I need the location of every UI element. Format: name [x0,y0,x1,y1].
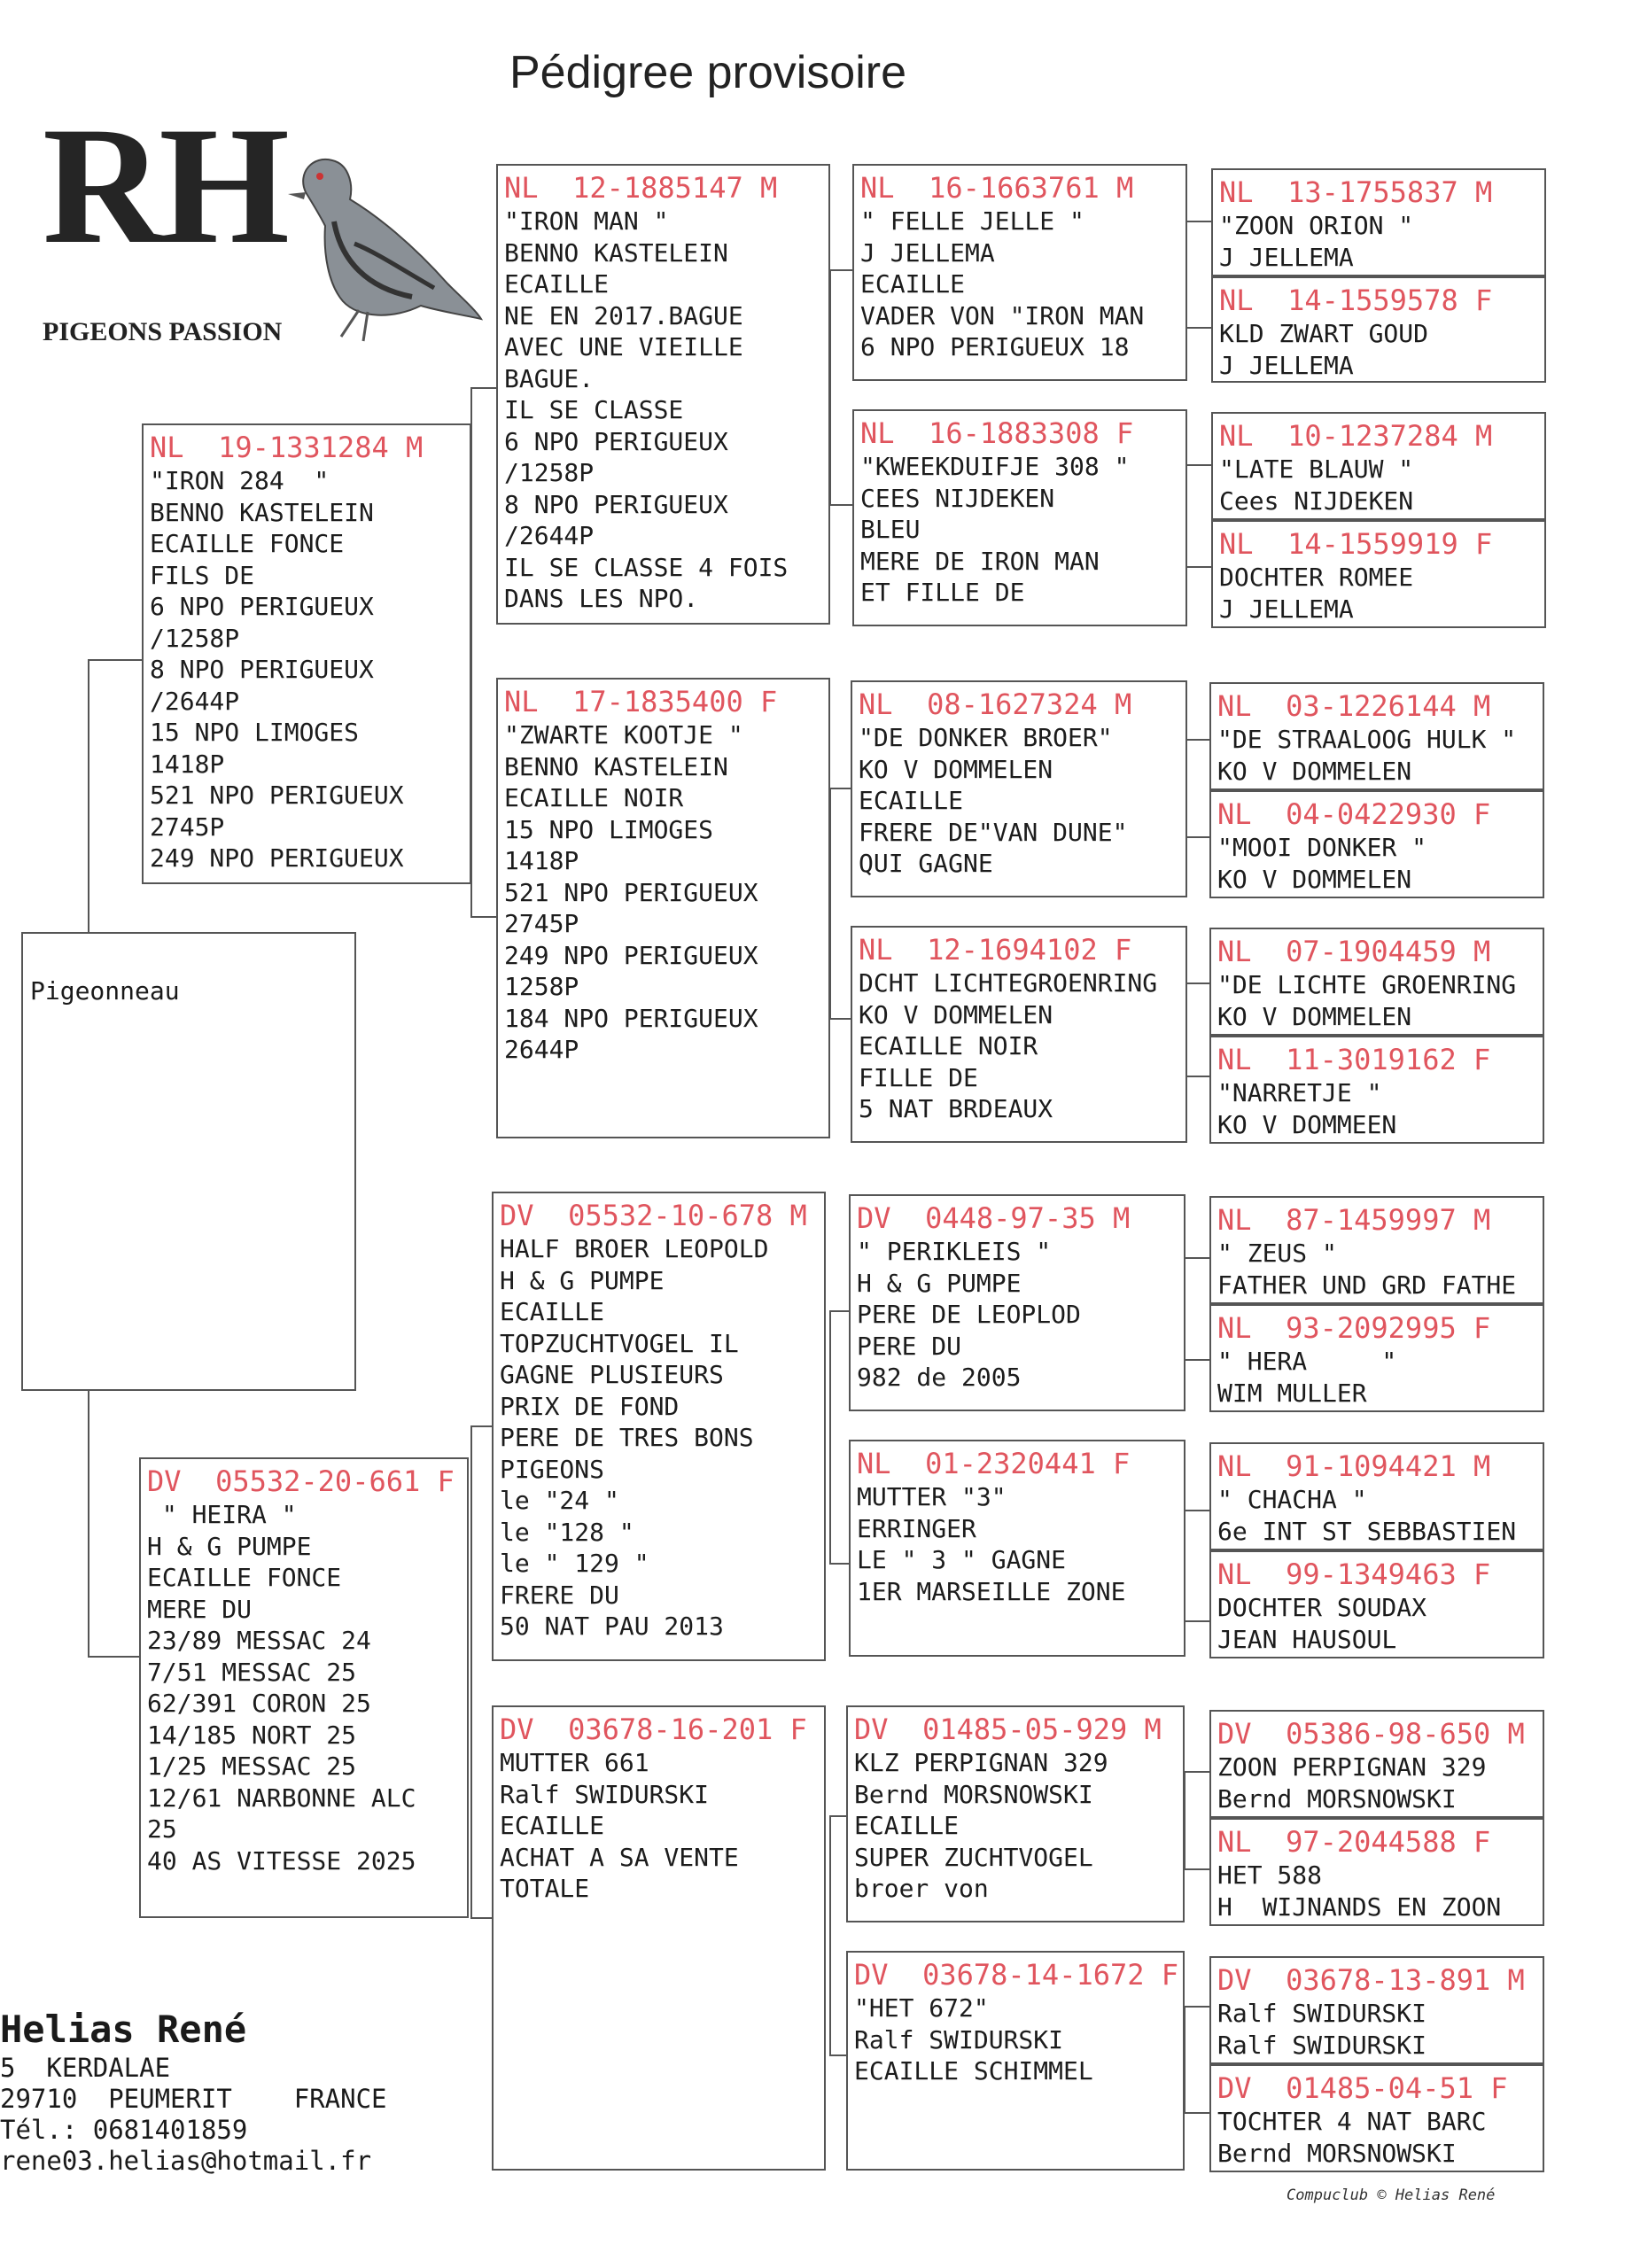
detail-line: " ZEUS " [1217,1239,1337,1268]
ring-number: NL 91-1094421 M [1217,1449,1491,1483]
detail-line: HET 588 [1217,1860,1323,1890]
detail-line: 6 NPO PERIGUEUX [150,592,374,621]
detail-line: ECAILLE [500,1811,605,1840]
ring-number: NL 99-1349463 F [1217,1557,1491,1591]
detail-line: IL SE CLASSE 4 FOIS [504,552,789,582]
detail-line: PERE DE TRES BONS [500,1423,754,1452]
detail-line: CEES NIJDEKEN [860,483,1055,513]
ring-number: DV 01485-04-51 F [1217,2071,1508,2105]
detail-line: QUI GAGNE [859,849,993,878]
detail-line: KO V DOMMELEN [859,754,1053,784]
ring-number: DV 03678-14-1672 F [854,1958,1179,1992]
detail-line: 521 NPO PERIGUEUX [150,781,404,810]
owner-phone: Tél.: 0681401859 [0,2115,248,2145]
ring-number: NL 19-1331284 M [150,431,424,464]
gg-grandparent-box [1211,276,1546,383]
detail-line: H & G PUMPE [147,1531,312,1561]
detail-line: " CHACHA " [1217,1485,1367,1514]
detail-line: H & G PUMPE [500,1265,665,1295]
copyright-footer: Compuclub © Helias René [1287,2186,1496,2204]
great-grandparent-box [851,680,1187,897]
ring-number: NL 03-1226144 M [1217,689,1491,723]
gg-grandparent-box [1209,928,1544,1036]
detail-line: Cees NIJDEKEN [1219,485,1414,516]
pigeon-icon [279,137,483,350]
ring-number: NL 11-3019162 F [1217,1043,1491,1076]
detail-line: "HET 672" [854,1993,989,2023]
grandparent-box [496,164,830,625]
gg-grandparent-box [1209,1818,1544,1926]
owner-contact [0,2007,387,2177]
detail-line: JEAN HAUSOUL [1217,1624,1397,1654]
detail-line: MERE DU [147,1594,253,1624]
ring-number: NL 01-2320441 F [857,1447,1131,1480]
pigeon-details [147,1499,461,1876]
detail-line: "NARRETJE " [1217,1078,1382,1107]
great-grandparent-box [852,409,1187,626]
detail-line: ZOON PERPIGNAN 329 [1217,1752,1487,1782]
detail-line: BENNO KASTELEIN [504,237,728,268]
detail-line: 249 NPO PERIGUEUX [504,940,758,970]
detail-line: 14/185 NORT 25 [147,1720,357,1750]
detail-line: "DE LICHTE GROENRING [1217,970,1517,999]
detail-line: BLEU [860,515,921,544]
gg-grandparent-box [1209,1304,1544,1412]
detail-line: FRERE DE"VAN DUNE" [859,817,1128,847]
detail-line: LE " 3 " GAGNE [857,1545,1067,1574]
detail-line: "ZOON ORION " [1219,211,1414,240]
detail-line: VADER VON "IRON MAN [860,300,1145,330]
great-grandparent-box [849,1440,1185,1657]
detail-line: AVEC UNE VIEILLE [504,332,743,361]
detail-line: FRERE DU [500,1580,619,1610]
great-grandparent-box [852,164,1187,381]
detail-line: ECAILLE NOIR [859,1031,1038,1060]
gg-grandparent-box [1209,2064,1544,2172]
detail-line: MUTTER 661 [500,1748,649,1777]
ring-number: NL 16-1663761 M [860,171,1134,205]
detail-line: NE EN 2017.BAGUE [504,300,743,330]
detail-line: 6e INT ST SEBBASTIEN [1217,1516,1517,1546]
gg-grandparent-box [1209,1550,1544,1658]
detail-line: IL SE CLASSE [504,395,684,424]
detail-line: FILLE DE [859,1062,978,1092]
detail-line: Ralf SWIDURSKI [854,2024,1064,2054]
detail-line: 1418P [150,749,225,779]
ring-number: DV 05386-98-650 M [1217,1717,1525,1751]
detail-line: PRIX DE FOND [500,1391,680,1421]
detail-line: 982 de 2005 [857,1363,1022,1392]
great-grandparent-box [851,926,1187,1143]
gg-grandparent-box [1209,790,1544,898]
detail-line: Bernd MORSNOWSKI [1217,2138,1457,2168]
detail-line: le " 129 " [500,1549,649,1578]
ring-number: DV 05532-20-661 F [147,1464,455,1498]
detail-line: ECAILLE FONCE [150,529,345,558]
ring-number: NL 13-1755837 M [1219,175,1493,209]
owner-name: Helias René [0,2008,247,2051]
detail-line: 249 NPO PERIGUEUX [150,843,404,873]
detail-line: ECAILLE [500,1297,605,1326]
detail-line: "LATE BLAUW " [1219,454,1414,484]
ring-number: DV 01485-05-929 M [854,1713,1162,1746]
detail-line: Ralf SWIDURSKI [1217,1999,1427,2028]
gg-grandparent-box [1209,1036,1544,1144]
detail-line: ECAILLE NOIR [504,783,684,812]
detail-line: /1258P [150,623,240,653]
ring-number: DV 03678-16-201 F [500,1713,807,1746]
parent-dam-box [139,1457,469,1918]
detail-line: ECAILLE SCHIMMEL [854,2056,1093,2085]
detail-line: ET FILLE DE [860,578,1025,607]
ring-number: NL 10-1237284 M [1219,419,1493,453]
detail-line: DOCHTER SOUDAX [1217,1593,1427,1622]
detail-line: 5 NAT BRDEAUX [859,1094,1053,1123]
detail-line: 1/25 MESSAC 25 [147,1751,357,1781]
detail-line: FATHER UND GRD FATHE [1217,1270,1517,1300]
detail-line: KO V DOMMELEN [859,999,1053,1029]
gg-grandparent-box [1209,1442,1544,1550]
great-grandparent-box [846,1951,1185,2171]
ring-number: NL 16-1883308 F [860,416,1134,450]
gg-grandparent-box [1211,412,1546,520]
detail-line: 15 NPO LIMOGES [150,718,360,747]
detail-line: 1258P [504,972,579,1001]
ring-number: NL 97-2044588 F [1217,1825,1491,1859]
detail-line: ECAILLE FONCE [147,1563,342,1592]
detail-line: Ralf SWIDURSKI [1217,2030,1427,2060]
detail-line: 50 NAT PAU 2013 [500,1612,724,1641]
detail-line: KO V DOMMELEN [1217,1001,1412,1031]
detail-line: TOTALE [500,1874,590,1903]
ring-number: NL 17-1835400 F [504,685,778,718]
detail-line: 23/89 MESSAC 24 [147,1626,371,1655]
detail-line: ECAILLE [504,269,610,299]
logo-initials: RH [43,93,284,279]
detail-line: 2745P [504,909,579,938]
detail-line: TOPZUCHTVOGEL IL [500,1328,739,1358]
detail-line: KO V DOMMELEN [1217,864,1412,894]
detail-line: "ZWARTE KOOTJE " [504,720,743,750]
page-title: Pédigree provisoire [509,47,907,98]
grandparent-box [492,1192,826,1661]
detail-line: 7/51 MESSAC 25 [147,1657,357,1687]
detail-line: ECAILLE [860,269,966,299]
detail-line: 40 AS VITESSE 2025 [147,1845,416,1876]
detail-line: J JELLEMA [1219,242,1354,272]
parent-sire-box [142,423,471,884]
detail-line: "MOOI DONKER " [1217,833,1427,862]
detail-line: le "128 " [500,1517,634,1547]
detail-line: H WIJNANDS EN ZOON [1217,1891,1502,1922]
detail-line: KLD ZWART GOUD [1219,319,1429,348]
ring-number: NL 14-1559919 F [1219,527,1493,561]
detail-line: /2644P [504,521,595,550]
detail-line: PERE DU [857,1331,962,1361]
detail-line: broer von [854,1874,989,1903]
detail-line: Ralf SWIDURSKI [500,1779,710,1809]
detail-line: "DE DONKER BROER" [859,723,1113,752]
pigeon-details [500,1233,818,1643]
owner-city: 29710 PEUMERIT FRANCE [0,2084,387,2114]
gg-grandparent-box [1211,168,1546,276]
detail-line: 2644P [504,1035,579,1064]
detail-line: DCHT LICHTEGROENRING [859,968,1158,998]
detail-line: 25 [147,1814,177,1844]
owner-email[interactable]: rene03.helias@hotmail.fr [0,2146,372,2176]
detail-line: " FELLE JELLE " [860,206,1084,236]
detail-line: KO V DOMMEEN [1217,1109,1397,1139]
detail-line: Bernd MORSNOWSKI [854,1779,1093,1809]
great-grandparent-box [849,1194,1185,1411]
ring-number: DV 0448-97-35 M [857,1201,1131,1235]
detail-line: WIM MULLER [1217,1378,1367,1408]
ring-number: DV 03678-13-891 M [1217,1963,1525,1997]
owner-address: 5 KERDALAE [0,2053,171,2083]
gg-grandparent-box [1209,682,1544,790]
grandparent-box [496,678,830,1138]
detail-line: Bernd MORSNOWSKI [1217,1783,1457,1814]
great-grandparent-box [846,1705,1185,1922]
detail-line: 12/61 NARBONNE ALC [147,1783,416,1813]
subject-label: Pigeonneau [30,976,180,1006]
pigeon-details [150,465,463,874]
detail-line: 1418P [504,846,579,875]
detail-line: J JELLEMA [860,237,995,268]
logo [35,93,478,359]
detail-line: 521 NPO PERIGUEUX [504,877,758,907]
logo-subtitle: PIGEONS PASSION [43,317,283,346]
ring-number: NL 12-1885147 M [504,171,778,205]
pigeon-details [504,206,822,615]
detail-line: 62/391 CORON 25 [147,1689,371,1718]
detail-line: MUTTER "3" [857,1482,1007,1511]
detail-line: FILS DE [150,560,255,590]
detail-line: 8 NPO PERIGUEUX [150,655,374,684]
ring-number: NL 93-2092995 F [1217,1311,1491,1345]
detail-line: GAGNE PLUSIEURS [500,1360,724,1389]
detail-line: "DE STRAALOOG HULK " [1217,725,1517,754]
detail-line: BAGUE. [504,363,595,393]
ring-number: NL 87-1459997 M [1217,1203,1491,1237]
detail-line: 184 NPO PERIGUEUX [504,1003,758,1033]
detail-line: 15 NPO LIMOGES [504,814,714,844]
detail-line: HALF BROER LEOPOLD [500,1234,769,1263]
detail-line: ERRINGER [857,1513,976,1543]
gg-grandparent-box [1209,1956,1544,2064]
detail-line: PIGEONS [500,1454,605,1484]
detail-line: MERE DE IRON MAN [860,546,1100,576]
detail-line: 8 NPO PERIGUEUX [504,489,728,519]
detail-line: " HERA " [1217,1347,1397,1376]
ring-number: NL 08-1627324 M [859,687,1132,721]
detail-line: 6 NPO PERIGUEUX 18 [860,332,1130,361]
detail-line: "IRON 284 " [150,466,330,495]
detail-line: J JELLEMA [1219,594,1354,624]
subject-box [21,932,356,1391]
detail-line: " PERIKLEIS " [857,1237,1052,1266]
ring-number: NL 14-1559578 F [1219,284,1493,317]
detail-line: le "24 " [500,1486,619,1515]
pigeon-details [504,719,822,1066]
detail-line: "KWEEKDUIFJE 308 " [860,452,1130,481]
ring-number: NL 04-0422930 F [1217,797,1491,831]
detail-line: J JELLEMA [1219,350,1354,380]
ring-number: DV 05532-10-678 M [500,1199,807,1232]
detail-line: H & G PUMPE [857,1268,1022,1298]
gg-grandparent-box [1209,1196,1544,1304]
detail-line: 6 NPO PERIGUEUX [504,426,728,456]
detail-line: KLZ PERPIGNAN 329 [854,1748,1108,1777]
detail-line: PERE DE LEOPLOD [857,1300,1081,1329]
ring-number: NL 12-1694102 F [859,933,1132,967]
detail-line: ACHAT A SA VENTE [500,1842,739,1872]
detail-line: /1258P [504,458,595,487]
detail-line: SUPER ZUCHTVOGEL [854,1842,1093,1872]
detail-line: "IRON MAN " [504,206,669,236]
gg-grandparent-box [1211,520,1546,628]
detail-line: ECAILLE [854,1811,960,1840]
ring-number: NL 07-1904459 M [1217,935,1491,968]
detail-line: 1ER MARSEILLE ZONE [857,1576,1126,1606]
detail-line: /2644P [150,686,240,716]
detail-line: ECAILLE [859,786,964,815]
detail-line: 2745P [150,812,225,842]
gg-grandparent-box [1209,1710,1544,1818]
detail-line: DOCHTER ROMEE [1219,563,1414,592]
detail-line: BENNO KASTELEIN [150,497,374,527]
grandparent-box [492,1705,826,2171]
detail-line: DANS LES NPO. [504,584,699,613]
detail-line: BENNO KASTELEIN [504,751,728,781]
pigeon-details [500,1747,818,1905]
detail-line: TOCHTER 4 NAT BARC [1217,2107,1487,2136]
detail-line: KO V DOMMELEN [1217,756,1412,786]
detail-line: " HEIRA " [147,1500,297,1529]
